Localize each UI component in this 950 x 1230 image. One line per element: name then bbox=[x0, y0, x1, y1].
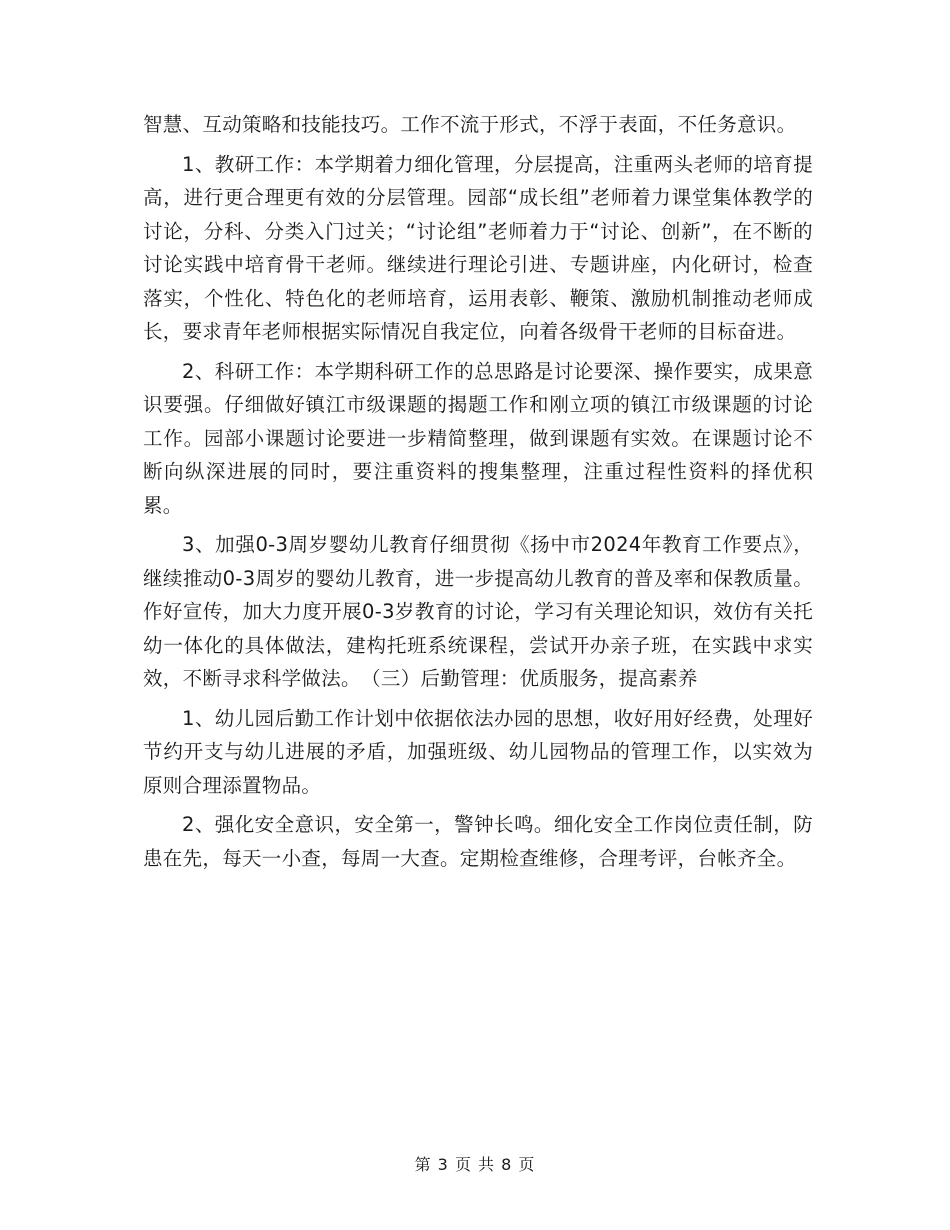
paragraph-safety: 2、强化安全意识，安全第一，警钟长鸣。细化安全工作岗位责任制，防患在先，每天一小查，每周一大查。定期检查维修，合理考评，台帐齐全。 bbox=[143, 813, 813, 870]
page-number-footer: 第 3 页 共 8 页 bbox=[414, 1155, 536, 1174]
paragraph-teaching-research: 1、教研工作：本学期着力细化管理，分层提高，注重两头老师的培育提高，进行更合理更有效的分层管理。园部“成长组”老师着力课堂集体教学的讨论，分科、分类入门过关；“讨论组”老师着力于“讨论、创新”，在不断的讨论实践中培育骨干老师。继续进行理论引进、专题讲座，内化研讨，检查落实，个性化、特色化的老师培育，运用表彰、鞭策、激励机制推动老师成长，要求青年老师根据实际情况自我定位，向着各级骨干老师的目标奋进。 bbox=[143, 152, 813, 343]
document-body bbox=[143, 108, 813, 881]
paragraph-logistics-funding: 1、幼儿园后勤工作计划中依据依法办园的思想，收好用好经费，处理好节约开支与幼儿进展的矛盾，加强班级、幼儿园物品的管理工作，以实效为原则合理添置物品。 bbox=[143, 706, 813, 797]
paragraph-scientific-research: 2、科研工作：本学期科研工作的总思路是讨论要深、操作要实，成果意识要强。仔细做好镇江市级课题的揭题工作和刚立项的镇江市级课题的讨论工作。园部小课题讨论要进一步精简整理，做到课题有实效。在课题讨论不断向纵深进展的同时，要注重资料的搜集整理，注重过程性资料的择优积累。 bbox=[143, 359, 813, 517]
paragraph-continuation: 智慧、互动策略和技能技巧。工作不流于形式，不浮于表面，不任务意识。 bbox=[143, 113, 797, 136]
paragraph-infant-education: 3、加强0-3周岁婴幼儿教育仔细贯彻《扬中市2024年教育工作要点》，继续推动0-3周岁的婴幼儿教育，进一步提高幼儿教育的普及率和保教质量。作好宣传，加大力度开展0-3岁教育的讨论，学习有关理论知识，效仿有关托幼一体化的具体做法，建构托班系统课程，尝试开办亲子班，在实践中求实效，不断寻求科学做法。 （三）后勤管理：优质服务，提高素养 bbox=[143, 533, 813, 690]
